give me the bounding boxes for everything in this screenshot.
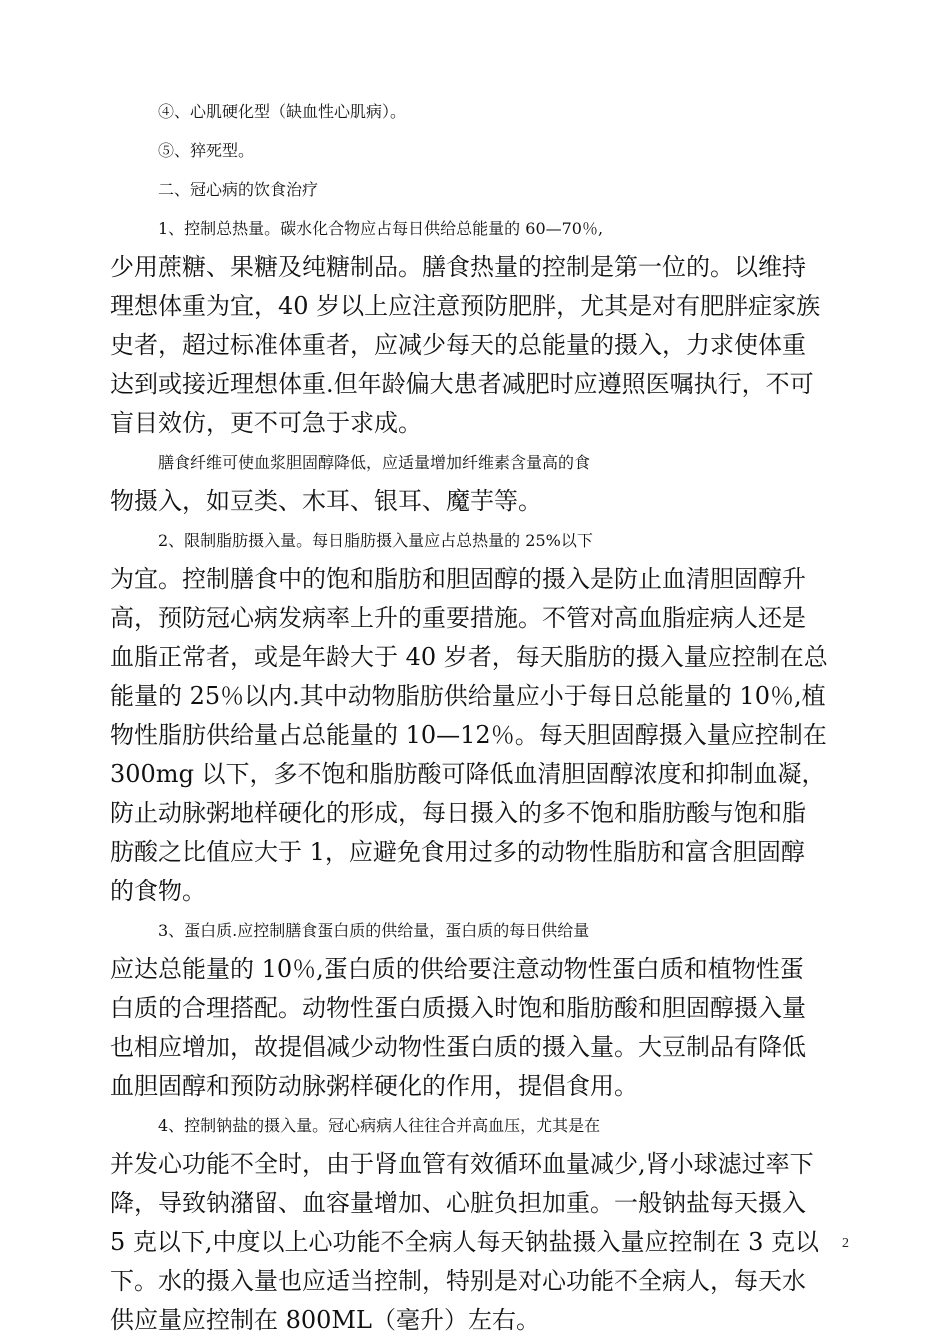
text-line: 并发心功能不全时，由于肾血管有效循环血量减少,肾小球滤过率下 [110, 1150, 814, 1178]
text-line: 为宜。控制膳食中的饱和脂肪和胆固醇的摄入是防止血清胆固醇升 [110, 565, 806, 593]
text-line: 白质的合理搭配。动物性蛋白质摄入时饱和脂肪酸和胆固醇摄入量 [110, 994, 806, 1022]
text-line: 二、冠心病的饮食治疗 [158, 180, 319, 199]
text-line: 物摄入，如豆类、木耳、银耳、魔芋等。 [110, 487, 542, 515]
text-line: 供应量应控制在 800ML（毫升）左右。 [110, 1306, 540, 1334]
text-line: ⑤、猝死型。 [158, 141, 255, 160]
text-line: 物性脂肪供给量占总能量的 10—12％。每天胆固醇摄入量应控制在 [110, 721, 827, 749]
text-line: 理想体重为宜，40 岁以上应注意预防肥胖，尤其是对有肥胖症家族 [110, 292, 821, 320]
text-line: 少用蔗糖、果糖及纯糖制品。膳食热量的控制是第一位的。以维持 [110, 253, 806, 281]
page-number: 2 [842, 1236, 849, 1251]
text-line: 的食物。 [110, 877, 206, 905]
text-line: 防止动脉粥地样硬化的形成，每日摄入的多不饱和脂肪酸与饱和脂 [110, 799, 806, 827]
text-line: 1、控制总热量。碳水化合物应占每日供给总能量的 60—70％, [158, 219, 604, 238]
text-line: 2、限制脂肪摄入量。每日脂肪摄入量应占总热量的 25%以下 [158, 531, 593, 550]
text-line: 下。水的摄入量也应适当控制，特别是对心功能不全病人，每天水 [110, 1267, 806, 1295]
text-line: 盲目效仿，更不可急于求成。 [110, 409, 422, 437]
text-line: ④、心肌硬化型（缺血性心肌病）。 [158, 102, 407, 121]
text-line: 300mg 以下，多不饱和脂肪酸可降低血清胆固醇浓度和抑制血凝， [110, 760, 826, 788]
text-line: 5 克以下,中度以上心功能不全病人每天钠盐摄入量应控制在 3 克以 [110, 1228, 820, 1256]
text-line: 史者，超过标准体重者，应减少每天的总能量的摄入，力求使体重 [110, 331, 806, 359]
text-line: 也相应增加，故提倡减少动物性蛋白质的摄入量。大豆制品有降低 [110, 1033, 806, 1061]
text-line: 降，导致钠潴留、血容量增加、心脏负担加重。一般钠盐每天摄入 [110, 1189, 806, 1217]
text-line: 达到或接近理想体重.但年龄偏大患者减肥时应遵照医嘱执行，不可 [110, 370, 814, 398]
text-line: 3、蛋白质.应控制膳食蛋白质的供给量，蛋白质的每日供给量 [158, 921, 590, 940]
text-line: 血胆固醇和预防动脉粥样硬化的作用，提倡食用。 [110, 1072, 638, 1100]
text-line: 能量的 25％以内.其中动物脂肪供给量应小于每日总能量的 10％,植 [110, 682, 826, 710]
text-line: 膳食纤维可使血浆胆固醇降低，应适量增加纤维素含量高的食 [158, 453, 591, 472]
text-line: 应达总能量的 10％,蛋白质的供给要注意动物性蛋白质和植物性蛋 [110, 955, 804, 983]
text-line: 4、控制钠盐的摄入量。冠心病病人往往合并高血压，尤其是在 [158, 1116, 601, 1135]
body-text [110, 92, 850, 1340]
text-line: 肪酸之比值应大于 1，应避免食用过多的动物性脂肪和富含胆固醇 [110, 838, 805, 866]
text-line: 血脂正常者，或是年龄大于 40 岁者，每天脂肪的摄入量应控制在总 [110, 643, 828, 671]
text-line: 高，预防冠心病发病率上升的重要措施。不管对高血脂症病人还是 [110, 604, 806, 632]
